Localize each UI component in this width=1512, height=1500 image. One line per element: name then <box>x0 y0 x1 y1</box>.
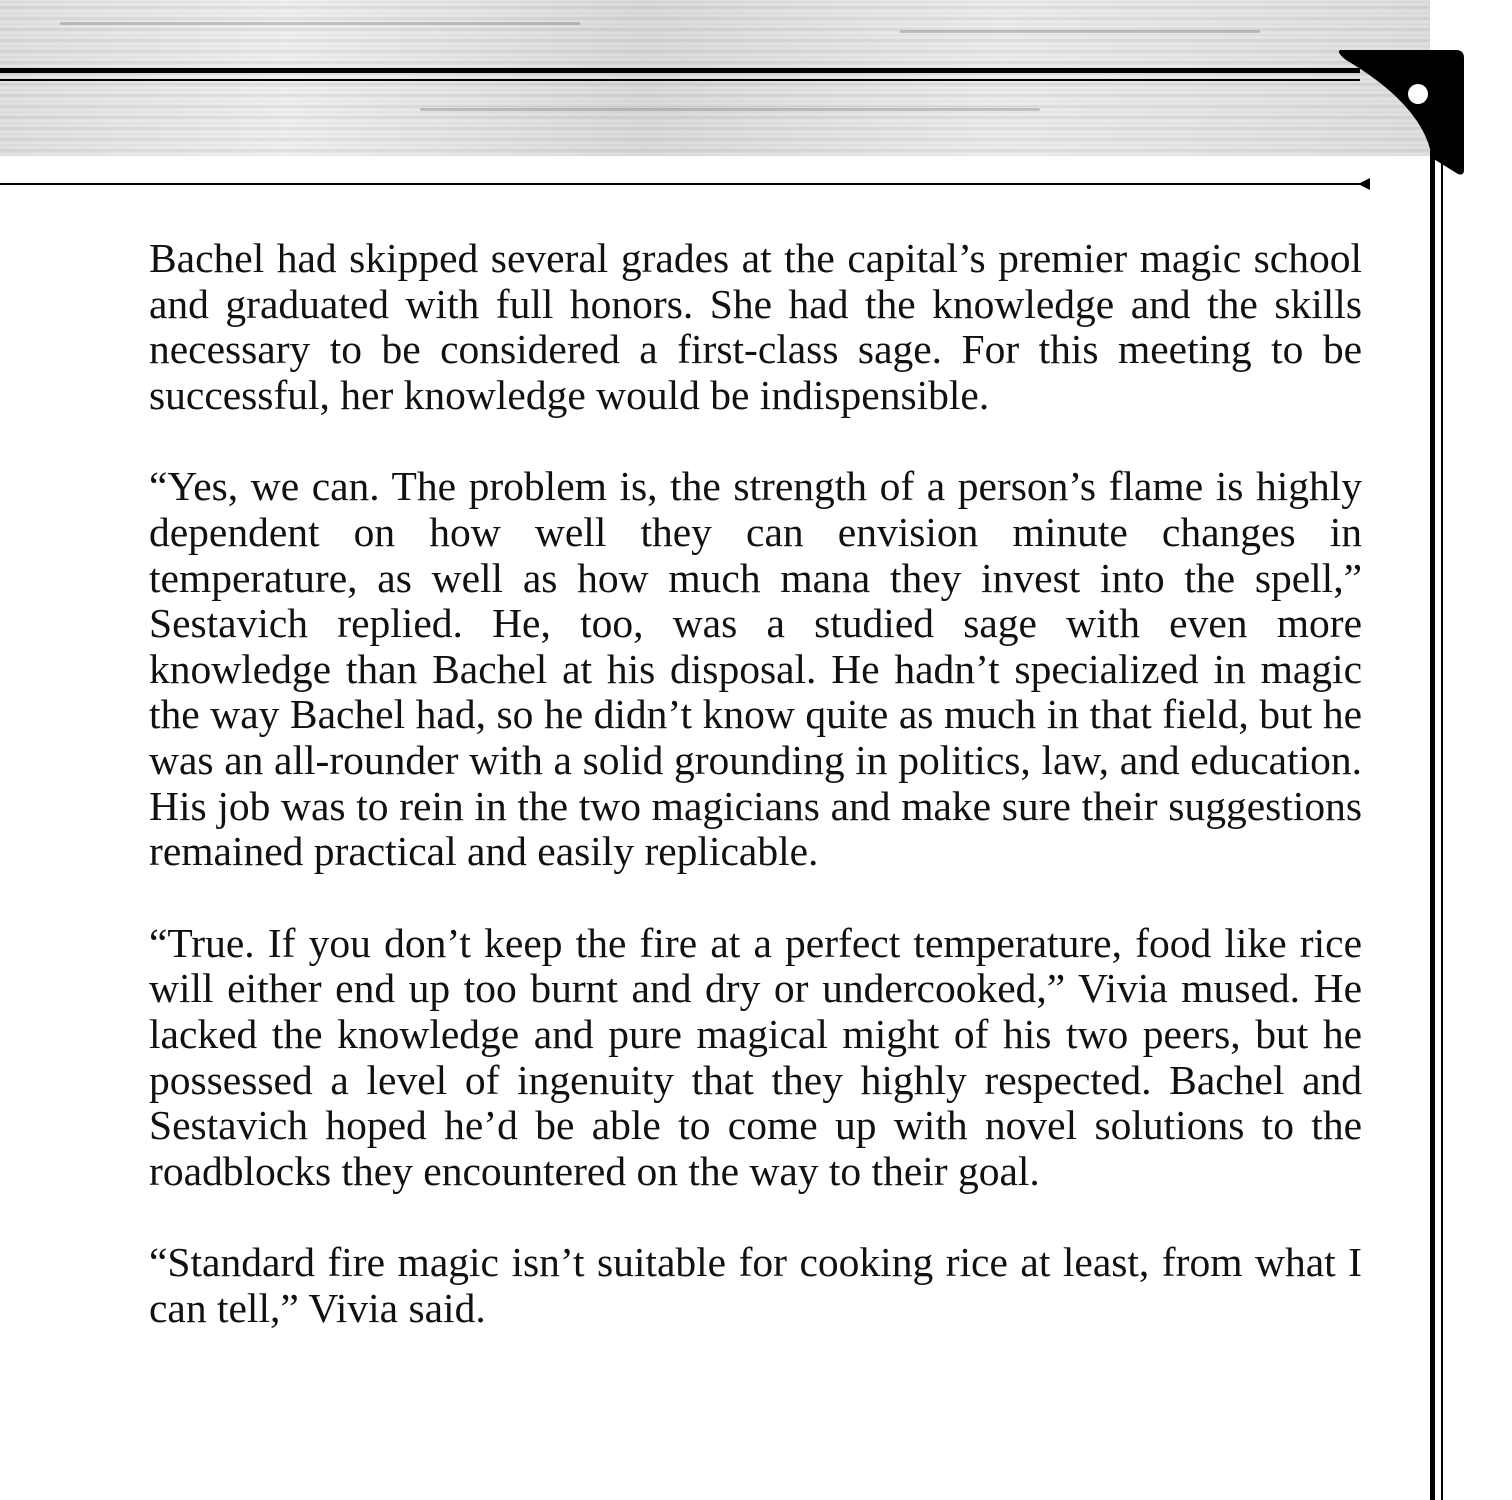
frame-rule-tip <box>1358 178 1370 190</box>
wood-plank-icon <box>0 0 1430 156</box>
frame-right-rule-thick <box>1430 150 1435 1500</box>
header-rule-thick <box>0 68 1360 73</box>
frame-top-rule <box>0 183 1362 185</box>
frame-right-rule-thin <box>1441 150 1443 1500</box>
paragraph: “Yes, we can. The problem is, the strength of a person’s flame is highly dependent on how well they can envision minute changes in temperature, as well as how much mana they invest into the spell,” Sestavich replied. He, too, was a studied sage with even more knowledge than Bachel at his disposal. He hadn’t specialized in magic the way Bachel had, so he didn’t know quite as much in that field, but he was an all-rounder with a solid grounding in politics, law, and education. His job was to rein in the two magicians and make sure their suggestions remained practical and easily replicable. <box>149 463 1362 875</box>
wood-grain <box>60 22 580 25</box>
header-rule-thin <box>0 79 1360 81</box>
paragraph: Bachel had skipped several grades at the capital’s premier magic school and graduated with full honors. She had the knowledge and the skills necessary to be considered a first-class sage. For this meeting to be successful, her knowledge would be indispensible. <box>149 235 1362 418</box>
corner-bracket-icon <box>1336 46 1468 178</box>
wood-grain <box>420 108 1040 111</box>
paragraph: “Standard fire magic isn’t suitable for cooking rice at least, from what I can tell,” Vivia said. <box>149 1239 1362 1331</box>
paragraph: “True. If you don’t keep the fire at a perfect temperature, food like rice will either end up too burnt and dry or undercooked,” Vivia mused. He lacked the knowledge and pure magical might of his two peers, but he possessed a level of ingenuity that they highly respected. Bachel and Sestavich hoped he’d be able to come up with novel solutions to the roadblocks they encountered on the way to their goal. <box>149 919 1362 1194</box>
wood-grain <box>900 30 1260 33</box>
body-text <box>149 236 1362 1331</box>
